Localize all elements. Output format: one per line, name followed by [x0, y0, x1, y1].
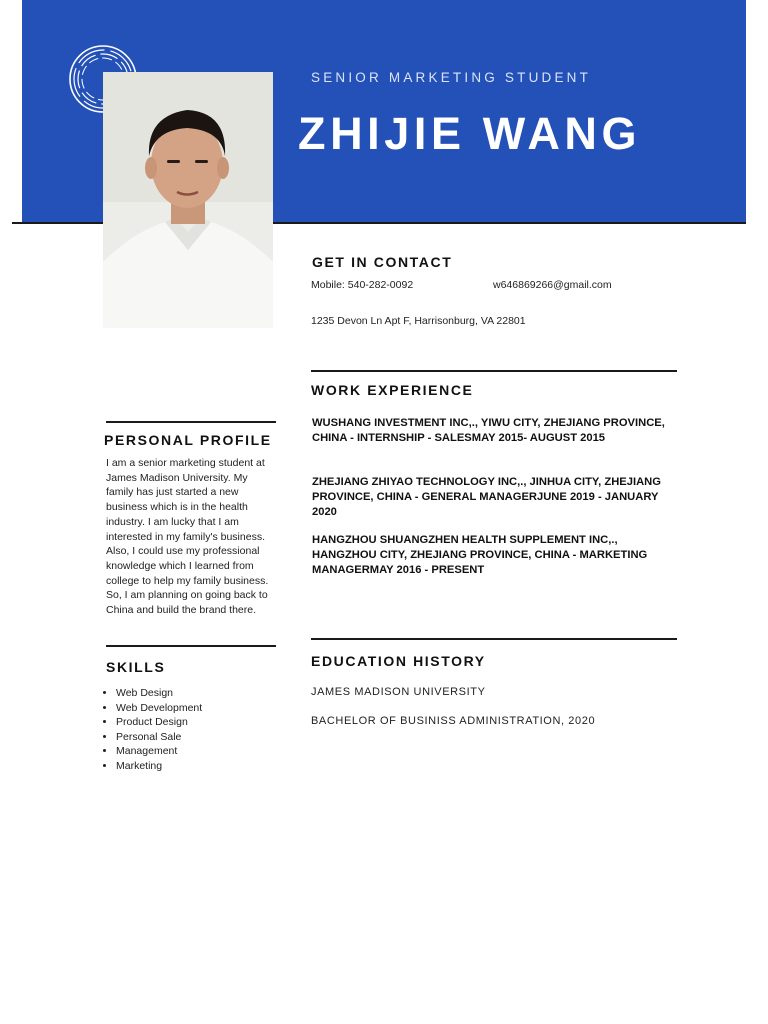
skill-item: • Web Development — [116, 701, 202, 716]
skill-item: • Marketing — [116, 759, 202, 774]
work-entry-3: HANGZHOU SHUANGZHEN HEALTH SUPPLEMENT INC,., HANGZHOU CITY, ZHEJIANG PROVINCE, CHINA - MARKETING MANAGERMAY 2016 - PRESENT — [312, 534, 648, 576]
candidate-name: ZHIJIE WANG — [298, 108, 642, 159]
education-divider — [311, 638, 677, 640]
education-school: JAMES MADISON UNIVERSITY — [311, 686, 486, 698]
job-subtitle: SENIOR MARKETING STUDENT — [311, 70, 592, 85]
skill-item: • Product Design — [116, 715, 202, 730]
profile-divider — [106, 421, 276, 423]
skills-divider — [106, 645, 276, 647]
work-entry-2: ZHEJIANG ZHIYAO TECHNOLOGY INC,., JINHUA CITY, ZHEJIANG PROVINCE, CHINA - GENERAL MANAGERJUNE 2019 - JANUARY 2020 — [312, 476, 661, 518]
education-degree: BACHELOR OF BUSINISS ADMINISTRATION, 2020 — [311, 715, 596, 727]
skill-item: • Management — [116, 744, 202, 759]
work-heading: WORK EXPERIENCE — [311, 382, 474, 398]
profile-heading: PERSONAL PROFILE — [104, 432, 272, 448]
education-heading: EDUCATION HISTORY — [311, 653, 486, 669]
profile-text: I am a senior marketing student at James Madison University. My family has just started a new business which is in the health industry. I am lucky that I am interested in my family's business. Also, I could use my professional knowledge which I learned from college to help my family business. So, I am planning on going back to China and build the brand there. — [106, 457, 269, 617]
contact-email: w646869266@gmail.com — [493, 279, 612, 291]
work-entry-1: WUSHANG INVESTMENT INC,., YIWU CITY, ZHEJIANG PROVINCE, CHINA - INTERNSHIP - SALESMAY 2015- AUGUST 2015 — [312, 417, 665, 444]
skill-item: • Personal Sale — [116, 730, 202, 745]
contact-address: 1235 Devon Ln Apt F, Harrisonburg, VA 22801 — [311, 315, 526, 327]
profile-photo — [103, 72, 273, 328]
work-divider — [311, 370, 677, 372]
skills-heading: SKILLS — [106, 659, 166, 675]
skills-list — [104, 686, 202, 774]
contact-mobile: Mobile: 540-282-0092 — [311, 279, 414, 291]
skill-item: • Web Design — [116, 686, 202, 701]
contact-heading: GET IN CONTACT — [312, 254, 453, 270]
